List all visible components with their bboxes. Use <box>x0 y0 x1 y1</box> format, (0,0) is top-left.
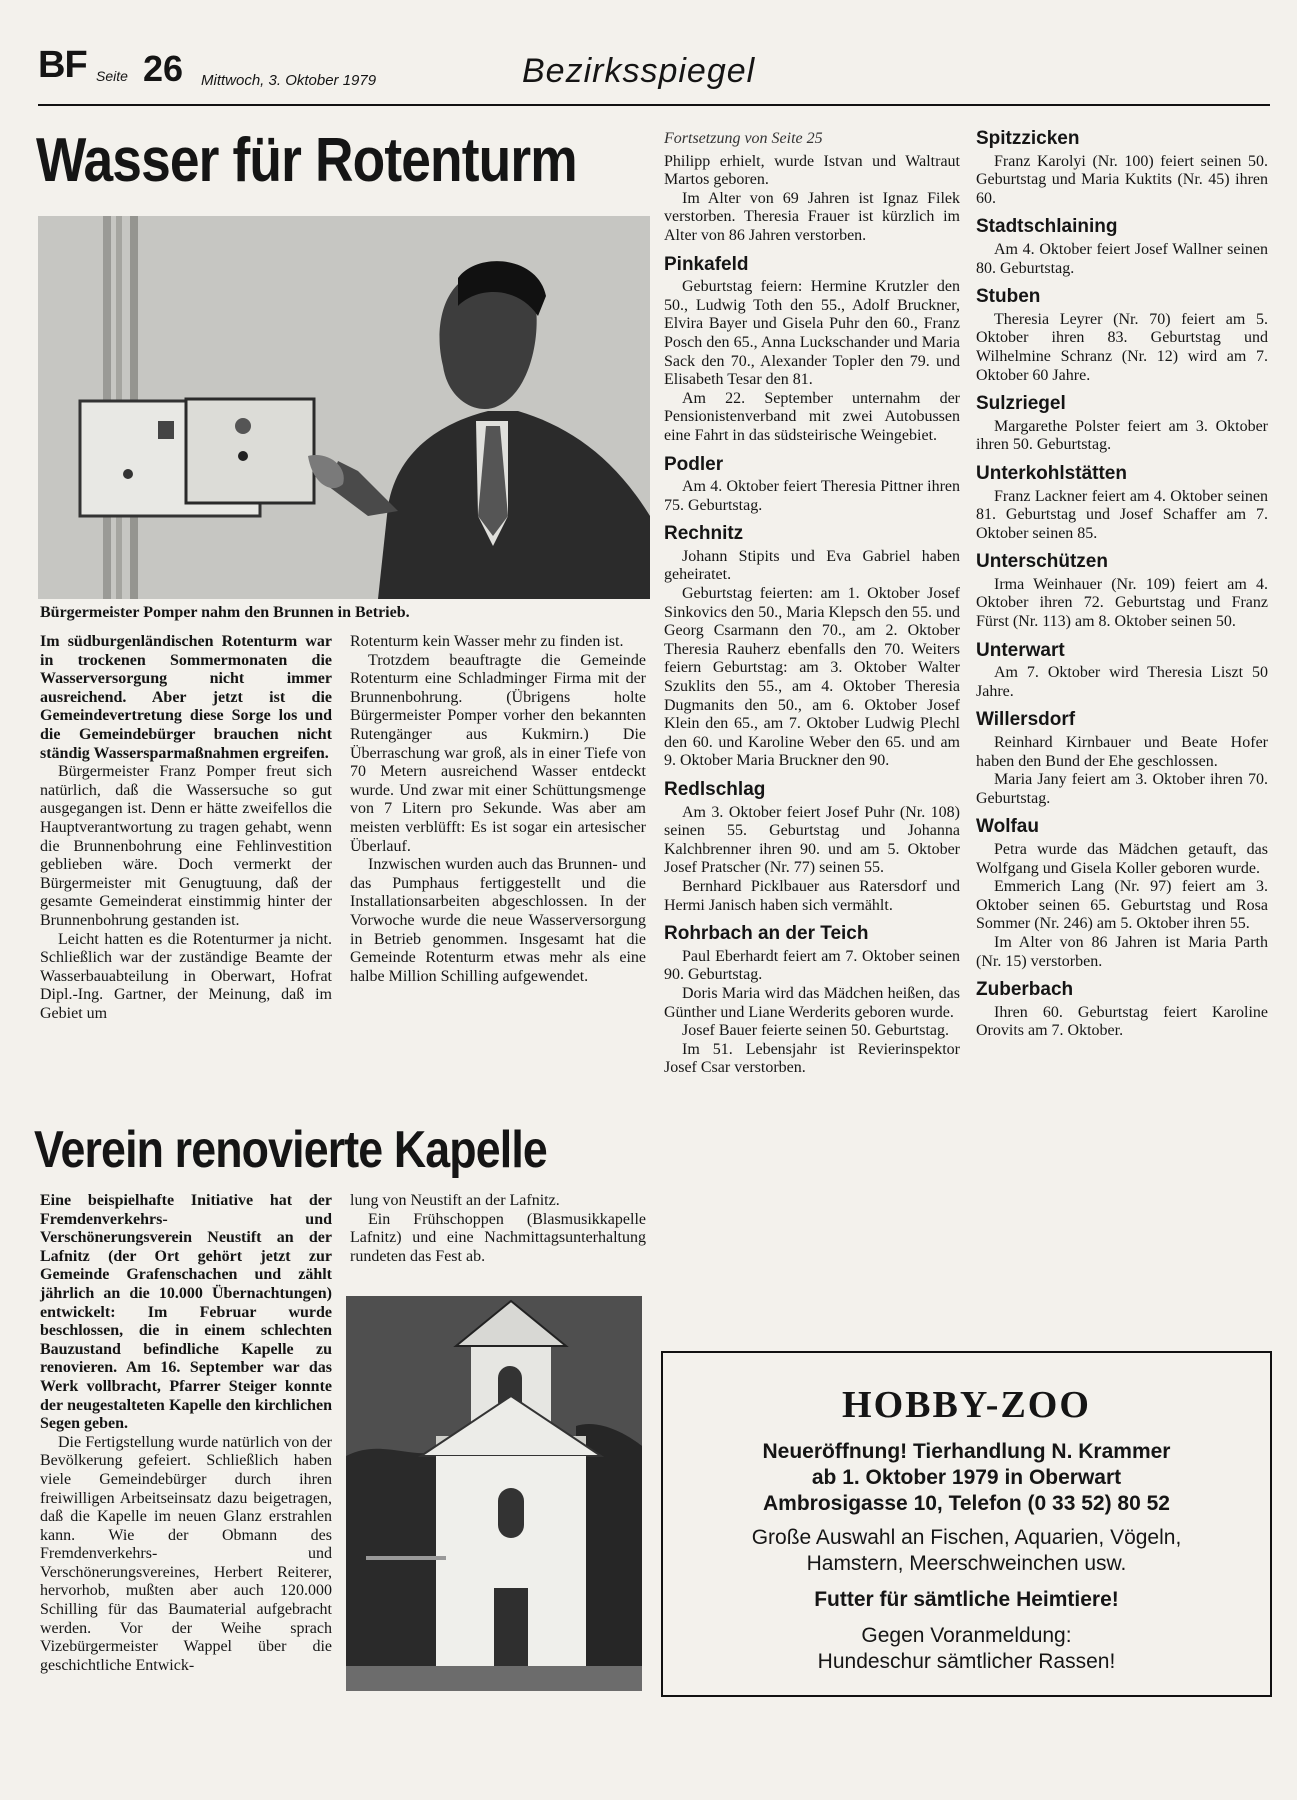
section-heading: Unterwart <box>976 639 1065 661</box>
page-number: 26 <box>143 48 184 89</box>
section-heading: Stuben <box>976 286 1041 308</box>
article2-column-2 <box>350 1192 646 1266</box>
section-title: Bezirksspiegel <box>522 52 756 90</box>
mayor-photo <box>38 216 650 599</box>
section-heading: Rechnitz <box>664 523 744 545</box>
hobby-zoo-advertisement <box>661 1351 1272 1697</box>
mayor-photo-illustration <box>38 216 650 599</box>
issue-date: Mittwoch, 3. Oktober 1979 <box>201 72 377 89</box>
continuation-note: Fortsetzung von Seite 25 <box>664 130 823 147</box>
article1-headline: Wasser für Rotenturm <box>36 126 577 195</box>
section-heading: Redlschlag <box>664 779 766 800</box>
section-heading: Willersdorf <box>976 709 1076 731</box>
section-paragraph: Im Alter von 86 Jahren ist Maria Parth (Nr. 15) verstorben. <box>976 933 1268 970</box>
section-paragraph: Am 22. September unternahm der Pensionistenverband mit zwei Autobussen eine Fahrt in das südsteirische Weingebiet. <box>664 389 960 444</box>
column3-intro: Philipp erhielt, wurde Istvan und Waltraut Martos geboren. <box>664 152 960 189</box>
ad-line: Große Auswahl an Fischen, Aquarien, Vögeln, <box>751 1526 1182 1549</box>
ad-line: Hundeschur sämtlicher Rassen! <box>817 1650 1116 1673</box>
section-paragraph: Paul Eberhardt feiert am 7. Oktober seinen 90. Geburtstag. <box>664 947 960 984</box>
section-heading: Spitzzicken <box>976 128 1080 149</box>
header-rule <box>38 104 1270 106</box>
article2-paragraph: lung von Neustift an der Lafnitz. <box>350 1192 560 1209</box>
section-paragraph: Irma Weinhauer (Nr. 109) feiert am 4. Oktober ihren 72. Geburtstag und Franz Fürst (Nr. 113) am 8. Oktober seinen 50. <box>976 575 1268 631</box>
section-paragraph: Johann Stipits und Eva Gabriel haben geheiratet. <box>664 547 960 584</box>
section-paragraph: Reinhard Kirnbauer und Beate Hofer haben den Bund der Ehe geschlossen. <box>976 734 1268 770</box>
article2-lead: Eine beispielhafte Initiative hat der Fremdenverkehrs- und Verschönerungsverein Neustift an der Lafnitz (der Ort gehört jetzt zur Gemeinde Grafenschachen und zählt jährlich an die 10.000 Übernachtungen) entwickelt: Im Februar wurde beschlossen, die in einem schlechten Bauzustand befindliche Kapelle zu renovieren. Am 16. September war das Werk vollbracht, Pfarrer Steiger konnte der neugestalteten Kapelle den kirchlichen Segen geben. <box>40 1192 332 1433</box>
section-paragraph: Doris Maria wird das Mädchen heißen, das Günther und Liane Werderits geboren wurde. <box>664 984 960 1021</box>
column-4 <box>976 120 1268 1041</box>
section-paragraph: Emmerich Lang (Nr. 97) feiert am 3. Oktober seinen 65. Geburtstag und Rosa Sommer (Nr. 246) am 5. Oktober ihren 55. <box>976 878 1268 933</box>
column-3 <box>664 130 960 1078</box>
article1-paragraph: Inzwischen wurden auch das Brunnen- und das Pumphaus fertiggestellt und die Installationsarbeiten abgeschlossen. In der Vorwoche wurde die neue Wasserversorgung in Betrieb genommen. Insgesamt hat die Gemeinde Rotenturm etwas mehr als eine halbe Million Schilling aufgewendet. <box>350 856 646 985</box>
article1-paragraph: Rotenturm kein Wasser mehr zu finden ist. <box>350 633 624 650</box>
ad-line: ab 1. Oktober 1979 in Oberwart <box>811 1466 1122 1489</box>
article1-column-1 <box>40 633 332 1023</box>
section-heading: Podler <box>664 453 724 475</box>
photo-caption: Bürgermeister Pomper nahm den Brunnen in Betrieb. <box>40 604 410 621</box>
ad-line: Futter für sämtliche Heimtiere! <box>814 1588 1119 1611</box>
article2-paragraph: Ein Frühschoppen (Blasmusikkapelle Lafnitz) und eine Nachmittagsunterhaltung rundeten das Fest ab. <box>350 1210 646 1265</box>
article1-column-2 <box>350 633 646 986</box>
section-paragraph: Franz Lackner feiert am 4. Oktober seinen 81. Geburtstag und Josef Schaffer am 7. Oktober seinen 85. <box>976 487 1268 542</box>
article1-paragraph: Bürgermeister Franz Pomper freut sich natürlich, daß die Wassersuche so gut ausgegangen ist. Denn er hätte zweifellos die Hauptverantwortung zu tragen gehabt, wenn die Brunnenbohrung eine Fehlinvestition geblieben wäre. Doch vermerkt der Bürgermeister mit Genugtuung, daß der gesamte Gemeinderat einstimmig hinter der Brunnenbohrung gestanden ist. <box>40 763 332 929</box>
section-heading: Rohrbach an der Teich <box>664 923 869 945</box>
ad-line: Neueröffnung! Tierhandlung N. Krammer <box>762 1440 1171 1463</box>
section-paragraph: Am 4. Oktober feiert Josef Wallner seinen 80. Geburtstag. <box>976 240 1268 277</box>
section-heading: Unterschützen <box>976 551 1108 573</box>
section-paragraph: Im 51. Lebensjahr ist Revierinspektor Josef Csar verstorben. <box>664 1040 960 1077</box>
article1-paragraph: Leicht hatten es die Rotenturmer ja nicht. Schließlich war der zuständige Beamte der Wasserbauabteilung in Oberwart, Hofrat Dipl.-Ing. Gartner, der Meinung, daß im Gebiet um <box>40 930 332 1022</box>
section-paragraph: Josef Bauer feierte seinen 50. Geburtstag. <box>682 1022 950 1040</box>
ad-line: Ambrosigasse 10, Telefon (0 33 52) 80 52 <box>763 1492 1170 1515</box>
section-heading: Stadtschlaining <box>976 216 1118 238</box>
page-label: Seite <box>96 68 128 84</box>
article1-paragraph: Trotzdem beauftragte die Gemeinde Rotenturm eine Schladminger Firma mit der Brunnenbohrung. (Übrigens holte Bürgermeister Pomper vorher den bekannten Rutengänger aus Kukmirn.) Die Überraschung war groß, als in einer Tiefe von 70 Metern ausreichend Wasser entdeckt wurde. Und zwar mit einer Schüttungsmenge von 7 Litern pro Sekunde. Was aber am meisten verblüfft: Es ist sogar ein artesischer Überlauf. <box>350 651 646 855</box>
ad-title: HOBBY-ZOO <box>842 1384 1091 1426</box>
section-heading: Wolfau <box>976 816 1039 838</box>
column3-intro: Im Alter von 69 Jahren ist Ignaz Filek verstorben. Theresia Frauer ist kürzlich im Alter von 86 Jahren verstorben. <box>664 189 960 244</box>
section-paragraph: Ihren 60. Geburtstag feiert Karoline Orovits am 7. Oktober. <box>976 1003 1268 1040</box>
article2-headline: Verein renovierte Kapelle <box>34 1121 547 1179</box>
section-paragraph: Petra wurde das Mädchen getauft, das Wolfgang und Gisela Koller geboren wurde. <box>976 841 1268 877</box>
article2-paragraph: Die Fertigstellung wurde natürlich von der Bevölkerung gefeiert. Schließlich haben viele Gemeindebürger durch ihren freiwilligen Arbeitseinsatz dazu beigetragen, daß die Kapelle im neuen Glanz erstrahlen kann. Wie der Obmann des Fremdenverkehrs- und Verschönerungsvereines, Herbert Reiterer, hervorhob, mußten aber auch 120.000 Schilling für das Baumaterial aufgebracht werden. Vor der Weihe sprach Vizebürgermeister Wappel über die geschichtliche Entwick- <box>40 1433 332 1674</box>
article2-column-1 <box>40 1192 332 1675</box>
article1-lead: Im südburgenländischen Rotenturm war in trockenen Sommermonaten die Wasserversorgung nicht immer ausreichend. Aber jetzt ist die Gemeindevertretung diese Sorge los und die Gemeindebürger brauchen nicht ständig Wassersparmaßnahmen ergreifen. <box>40 633 332 762</box>
chapel-photo-illustration <box>346 1296 642 1691</box>
section-paragraph: Am 3. Oktober feiert Josef Puhr (Nr. 108) seinen 55. Geburtstag und Johanna Kalchbrenner ihren 90. und am 5. Oktober Josef Pratscher (Nr. 77) seinen 55. <box>664 803 960 877</box>
ad-line: Gegen Voranmeldung: <box>861 1624 1072 1647</box>
section-paragraph: Margarethe Polster feiert am 3. Oktober ihren 50. Geburtstag. <box>976 417 1268 454</box>
section-paragraph: Franz Karolyi (Nr. 100) feiert seinen 50. Geburtstag und Maria Kuktits (Nr. 45) ihren 60. <box>976 152 1268 207</box>
section-heading: Sulzriegel <box>976 393 1066 415</box>
masthead-logo: BF <box>38 44 87 86</box>
section-paragraph: Bernhard Picklbauer aus Ratersdorf und Hermi Janisch haben sich vermählt. <box>664 877 960 914</box>
section-paragraph: Geburtstag feierten: am 1. Oktober Josef Sinkovics den 50., Maria Klepsch den 55. und Georg Csarmann den 70., am 2. Oktober Theresia Rauherz ebenfalls den 70. Weiters feiern Geburtstag: am 3. Oktober Walter Szuklits den 55., am 4. Oktober Theresia Dugmanits den 50., am 6. Oktober Josef Klein den 65., am 7. Oktober Ludwig Plechl den 60. und Karoline Weber den 65. und am 9. Oktober Maria Bruckner den 90. <box>664 585 960 770</box>
section-paragraph: Am 4. Oktober feiert Theresia Pittner ihren 75. Geburtstag. <box>664 478 960 514</box>
chapel-photo <box>346 1296 642 1691</box>
section-heading: Zuberbach <box>976 979 1074 1001</box>
section-paragraph: Theresia Leyrer (Nr. 70) feiert am 5. Oktober ihren 83. Geburtstag und Wilhelmine Schranz (Nr. 12) wird am 7. Oktober 60 Jahre. <box>976 310 1268 384</box>
section-paragraph: Maria Jany feiert am 3. Oktober ihren 70. Geburtstag. <box>976 771 1268 807</box>
ad-line: Hamstern, Meerschweinchen usw. <box>806 1552 1127 1575</box>
section-paragraph: Geburtstag feiern: Hermine Krutzler den 50., Ludwig Toth den 55., Adolf Bruckner, Elvira Bayer und Gisela Puhr den 60., Franz Posch den 65., Anna Luckschander und Maria Sack den 70., Alexander Topler den 79. und Elisabeth Tesar den 81. <box>664 278 960 389</box>
section-heading: Pinkafeld <box>664 253 749 275</box>
section-paragraph: Am 7. Oktober wird Theresia Liszt 50 Jahre. <box>976 664 1268 700</box>
section-heading: Unterkohlstätten <box>976 462 1127 484</box>
